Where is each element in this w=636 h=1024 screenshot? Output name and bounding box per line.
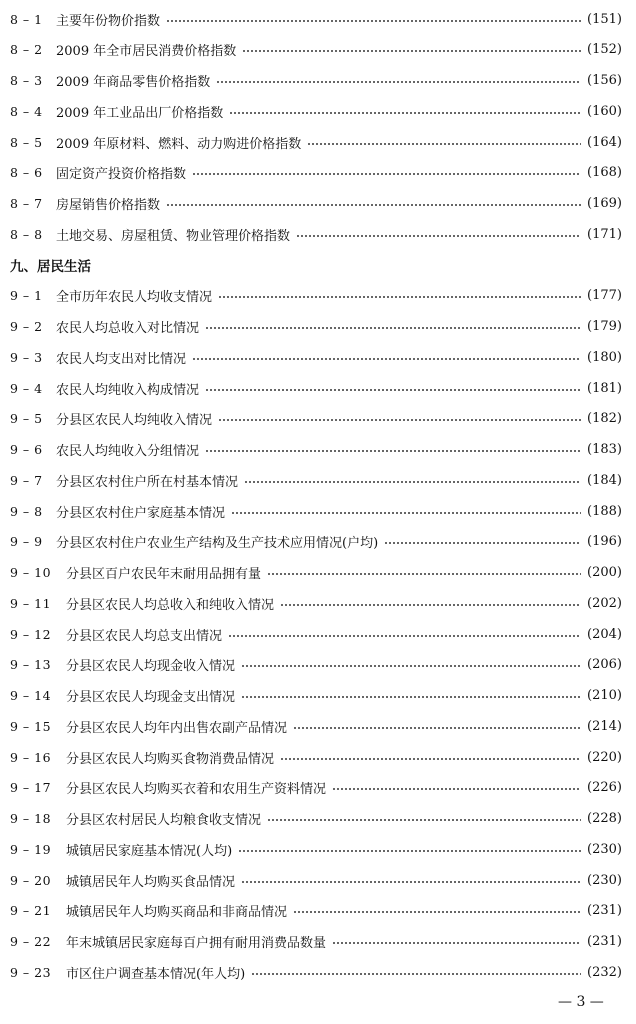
page-number: — 3 — [558, 994, 604, 1010]
dot-leader [218, 296, 581, 298]
entry-title: 农民人均支出对比情况 [56, 351, 187, 367]
entry-title: 分县区农村居民人均粮食收支情况 [66, 813, 262, 828]
dot-leader [229, 112, 581, 114]
entry-number: 8 – 2 [10, 42, 43, 58]
entry-number: 9 – 3 [10, 349, 43, 365]
dot-leader [166, 20, 581, 22]
dot-leader [241, 881, 581, 883]
entry-number: 8 – 5 [10, 134, 43, 150]
dot-leader [231, 512, 581, 514]
entry-page: (226) [587, 780, 622, 796]
dot-leader [238, 850, 581, 852]
entry-number: 9 – 13 [10, 657, 52, 673]
entry-page: (188) [587, 503, 622, 519]
entry-title: 分县区农民人均总收入和纯收入情况 [66, 597, 275, 613]
dot-leader [205, 450, 581, 452]
dot-leader [293, 911, 581, 913]
entry-title: 固定资产投资价格指数 [56, 167, 187, 183]
dot-leader [307, 143, 581, 145]
dot-leader [228, 635, 581, 637]
entry-number: 9 – 15 [10, 718, 52, 734]
entry-number: 8 – 6 [10, 165, 43, 181]
entry-title: 年末城镇居民家庭每百户拥有耐用消费品数量 [66, 936, 327, 951]
entry-page: (156) [587, 73, 622, 88]
dot-leader [267, 573, 581, 575]
entry-number: 9 – 23 [10, 964, 52, 980]
entry-number: 9 – 7 [10, 472, 43, 488]
entry-page: (168) [587, 165, 622, 181]
entry-number: 9 – 14 [10, 688, 52, 703]
dot-leader [244, 481, 581, 483]
entry-page: (200) [587, 565, 622, 580]
entry-number: 9 – 18 [10, 811, 52, 826]
entry-number: 8 – 3 [10, 73, 43, 88]
dot-leader [332, 942, 581, 944]
entry-number: 9 – 20 [10, 872, 52, 888]
entry-page: (230) [587, 872, 622, 888]
dot-leader [332, 788, 581, 790]
entry-title: 房屋销售价格指数 [56, 198, 161, 213]
entry-title: 城镇居民年人均购买商品和非商品情况 [66, 905, 288, 921]
entry-number: 8 – 8 [10, 226, 43, 242]
entry-title: 2009 年原材料、燃料、动力购进价格指数 [56, 136, 302, 152]
entry-title: 分县区农村住户家庭基本情况 [56, 505, 226, 521]
toc-entry[interactable] [10, 837, 622, 861]
entry-number: 9 – 12 [10, 626, 52, 642]
entry-title: 农民人均纯收入构成情况 [56, 382, 200, 398]
toc-entry[interactable] [10, 161, 622, 185]
dot-leader [192, 358, 581, 360]
entry-title: 分县区农民人均年内出售农副产品情况 [66, 720, 288, 736]
entry-page: (181) [587, 380, 622, 396]
entry-title: 分县区农民人均现金收入情况 [66, 659, 236, 675]
toc-entry[interactable] [10, 653, 622, 677]
entry-page: (231) [587, 934, 622, 949]
toc-entry[interactable] [10, 376, 622, 400]
entry-number: 9 – 5 [10, 411, 43, 427]
entry-title: 2009 年工业品出厂价格指数 [56, 105, 224, 121]
toc-entry[interactable] [10, 130, 622, 154]
toc-entry[interactable] [10, 222, 622, 246]
entry-title: 2009 年商品零售价格指数 [56, 75, 211, 90]
dot-leader [205, 327, 581, 329]
entry-title: 2009 年全市居民消费价格指数 [56, 44, 237, 60]
entry-title: 市区住户调查基本情况(年人均) [66, 966, 246, 982]
entry-title: 分县区农民人均纯收入情况 [56, 413, 213, 429]
toc-entry[interactable] [10, 192, 622, 216]
entry-page: (180) [587, 349, 622, 365]
entry-number: 9 – 19 [10, 841, 52, 857]
entry-number: 8 – 4 [10, 103, 43, 119]
entry-page: (151) [587, 11, 622, 27]
toc-entry[interactable] [10, 284, 622, 308]
toc-entry[interactable] [10, 38, 622, 62]
dot-leader [241, 665, 581, 667]
entry-title: 土地交易、房屋租赁、物业管理价格指数 [56, 228, 291, 244]
toc-entry[interactable] [10, 622, 622, 646]
entry-title: 分县区农村住户农业生产结构及生产技术应用情况(户均) [56, 536, 379, 552]
toc-entry[interactable] [10, 315, 622, 339]
dot-leader [296, 235, 581, 237]
toc-entry[interactable] [10, 930, 622, 954]
entry-number: 9 – 16 [10, 749, 52, 765]
toc-entry[interactable] [10, 438, 622, 462]
dot-leader [166, 204, 581, 206]
toc-entry[interactable] [10, 899, 622, 923]
entry-page: (231) [587, 903, 622, 919]
toc-entry[interactable] [10, 561, 622, 585]
toc-entry[interactable] [10, 684, 622, 708]
entry-page: (206) [587, 657, 622, 673]
entry-title: 分县区农村住户所在村基本情况 [56, 474, 239, 490]
dot-leader [384, 542, 581, 544]
entry-number: 8 – 1 [10, 11, 43, 27]
entry-page: (214) [587, 718, 622, 734]
entry-page: (204) [587, 626, 622, 642]
dot-leader [280, 758, 581, 760]
dot-leader [267, 819, 581, 821]
entry-page: (182) [587, 411, 622, 427]
entry-page: (183) [587, 442, 622, 457]
entry-number: 9 – 4 [10, 380, 43, 396]
entry-page: (202) [587, 595, 622, 611]
entry-number: 9 – 2 [10, 319, 43, 334]
dot-leader [251, 973, 581, 975]
toc-entry[interactable] [10, 960, 622, 984]
toc-entry[interactable] [10, 807, 622, 831]
toc-entry[interactable] [10, 69, 622, 93]
dot-leader [293, 727, 581, 729]
entry-number: 9 – 17 [10, 780, 52, 796]
entry-number: 9 – 10 [10, 565, 52, 580]
entry-page: (179) [587, 319, 622, 334]
toc-entry[interactable] [10, 714, 622, 738]
entry-number: 9 – 22 [10, 934, 52, 949]
entry-number: 9 – 1 [10, 288, 43, 304]
toc-entry[interactable] [10, 499, 622, 523]
entry-number: 9 – 6 [10, 442, 43, 457]
entry-number: 9 – 9 [10, 534, 43, 550]
entry-title: 分县区农民人均购买食物消费品情况 [66, 751, 275, 767]
toc-entry[interactable] [10, 345, 622, 369]
toc-entry[interactable] [10, 591, 622, 615]
toc-entry[interactable] [10, 530, 622, 554]
dot-leader [205, 389, 581, 391]
entry-number: 9 – 8 [10, 503, 43, 519]
toc-entry[interactable] [10, 407, 622, 431]
toc-entry[interactable] [10, 776, 622, 800]
toc-entry[interactable] [10, 468, 622, 492]
entry-title: 全市历年农民人均收支情况 [56, 290, 213, 306]
entry-number: 8 – 7 [10, 196, 43, 211]
toc-entry[interactable] [10, 99, 622, 123]
entry-page: (230) [587, 841, 622, 857]
dot-leader [192, 173, 581, 175]
dot-leader [242, 50, 581, 52]
entry-page: (228) [587, 811, 622, 826]
entry-page: (160) [587, 103, 622, 119]
entry-number: 9 – 21 [10, 903, 52, 919]
entry-title: 分县区农民人均现金支出情况 [66, 690, 236, 705]
dot-leader [218, 419, 581, 421]
toc-entry[interactable] [10, 745, 622, 769]
entry-number: 9 – 11 [10, 595, 52, 611]
entry-title: 主要年份物价指数 [56, 13, 161, 29]
entry-page: (152) [587, 42, 622, 58]
entry-title: 分县区百户农民年末耐用品拥有量 [66, 567, 262, 582]
dot-leader [241, 696, 581, 698]
entry-page: (169) [587, 196, 622, 211]
entry-page: (210) [587, 688, 622, 703]
toc-entry[interactable] [10, 868, 622, 892]
entry-title: 分县区农民人均总支出情况 [66, 628, 223, 644]
entry-title: 城镇居民年人均购买食品情况 [66, 874, 236, 890]
entry-page: (171) [587, 226, 622, 242]
entry-page: (232) [587, 964, 622, 980]
entry-title: 农民人均纯收入分组情况 [56, 444, 200, 459]
entry-page: (184) [587, 472, 622, 488]
entry-page: (220) [587, 749, 622, 765]
section-heading: 九、居民生活 [10, 259, 91, 275]
entry-page: (196) [587, 534, 622, 550]
entry-title: 分县区农民人均购买衣着和农用生产资料情况 [66, 782, 327, 798]
dot-leader [280, 604, 581, 606]
dot-leader [216, 81, 581, 83]
entry-title: 农民人均总收入对比情况 [56, 321, 200, 336]
entry-page: (177) [587, 288, 622, 304]
entry-title: 城镇居民家庭基本情况(人均) [66, 843, 233, 859]
entry-page: (164) [587, 134, 622, 150]
toc-entry[interactable] [10, 7, 622, 31]
